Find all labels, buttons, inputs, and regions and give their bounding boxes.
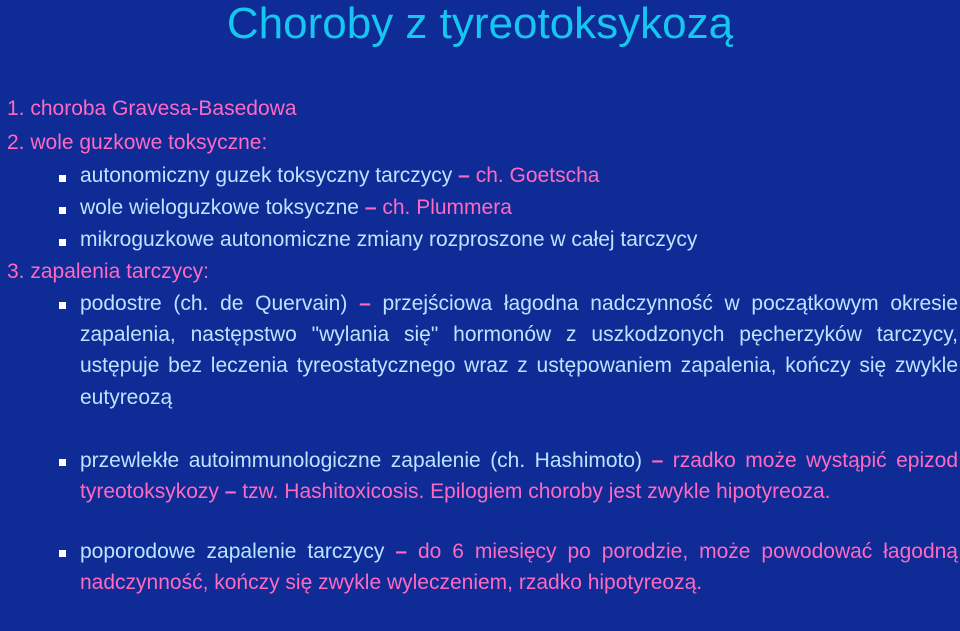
- page-title: Choroby z tyreotoksykozą: [226, 0, 734, 48]
- sub-item-guzek: autonomiczny guzek toksyczny tarczycy – ch. Goetscha: [80, 164, 600, 187]
- bullet-square-icon: [59, 207, 66, 214]
- bullet-square-icon: [59, 175, 66, 182]
- list-item-1: 1. choroba Gravesa-Basedowa: [7, 97, 297, 120]
- sub-item-podostre: podostre (ch. de Quervain) – przejściowa łagodna nadczynność w początkowym okresie zapalenia, następstwo "wylania się" hormonów z uszkodzonych pęcherzyków tarczycy, ustępuje bez leczenia tyreostatycznego wraz z ustępowaniem zapalenia, kończy się zwykle eutyreozą: [80, 292, 959, 409]
- bullet-square-icon: [59, 302, 66, 309]
- list-item-3: 3. zapalenia tarczycy:: [7, 260, 209, 283]
- sub-item-mikroguzkowe: mikroguzkowe autonomiczne zmiany rozproszone w całej tarczycy: [80, 228, 698, 251]
- bullet-square-icon: [59, 459, 66, 466]
- bullet-square-icon: [59, 550, 66, 557]
- sub-item-poporodowe: poporodowe zapalenie tarczycy – do 6 miesięcy po porodzie, może powodować łagodną nadczynność, kończy się zwykle wyleczeniem, rzadko hipotyreozą.: [80, 540, 958, 595]
- list-item-2: 2. wole guzkowe toksyczne:: [7, 131, 268, 154]
- bullet-square-icon: [59, 239, 66, 246]
- sub-item-wole: wole wieloguzkowe toksyczne – ch. Plummera: [80, 196, 512, 219]
- sub-item-przewlekle: przewlekłe autoimmunologiczne zapalenie (ch. Hashimoto) – rzadko może wystąpić epizod tyreotoksykozy – tzw. Hashitoxicosis. Epilogiem choroby jest zwykle hipotyreoza.: [80, 449, 959, 504]
